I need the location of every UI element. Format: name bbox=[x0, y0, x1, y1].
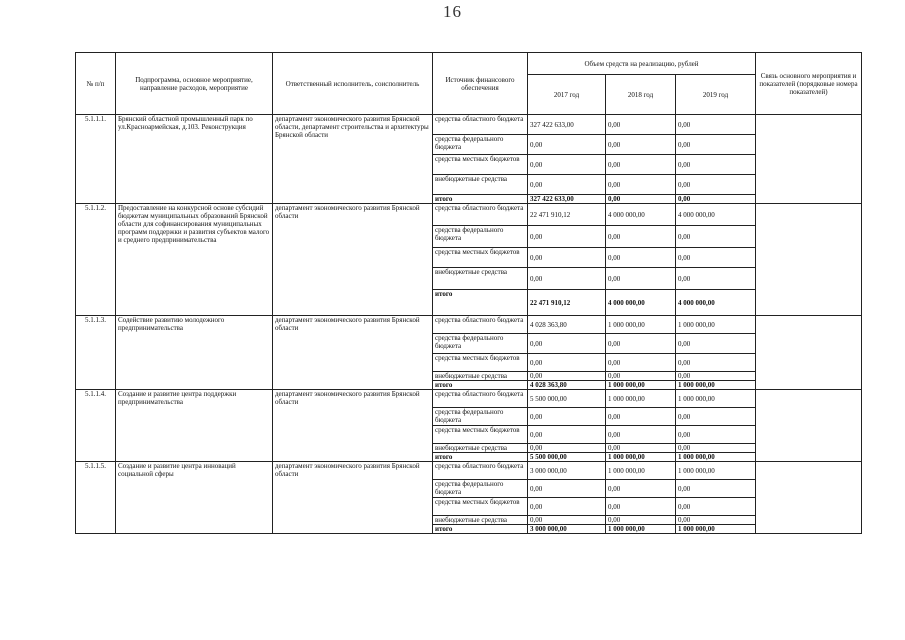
amount-2017: 0,00 bbox=[528, 248, 606, 268]
amount-2019: 0,00 bbox=[676, 195, 756, 204]
program-name: Создание и развитие центра инноваций социальной сферы bbox=[116, 462, 273, 534]
amount-2018: 0,00 bbox=[606, 426, 676, 444]
table-row bbox=[76, 462, 862, 480]
table-row bbox=[76, 115, 862, 135]
amount-2018: 1 000 000,00 bbox=[606, 316, 676, 334]
program-name: Создание и развитие центра поддержки предпринимательства bbox=[116, 390, 273, 462]
executor-name: департамент экономического развития Брянской области, департамент строительства и архитектуры Брянской области bbox=[273, 115, 433, 204]
amount-2019: 4 000 000,00 bbox=[676, 204, 756, 226]
amount-2018: 0,00 bbox=[606, 354, 676, 372]
amount-2018: 4 000 000,00 bbox=[606, 204, 676, 226]
funding-source: внебюджетные средства bbox=[433, 444, 528, 453]
amount-2019: 0,00 bbox=[676, 498, 756, 516]
indicator-link bbox=[756, 316, 862, 390]
amount-2019: 0,00 bbox=[676, 226, 756, 248]
amount-2018: 0,00 bbox=[606, 115, 676, 135]
row-number: 5.1.1.5. bbox=[76, 462, 116, 534]
executor-name: департамент экономического развития Брянской области bbox=[273, 204, 433, 316]
amount-2018: 0,00 bbox=[606, 516, 676, 525]
amount-2017: 22 471 910,12 bbox=[528, 290, 606, 316]
amount-2017: 0,00 bbox=[528, 334, 606, 354]
amount-2019: 0,00 bbox=[676, 268, 756, 290]
amount-2018: 0,00 bbox=[606, 155, 676, 175]
funding-source: средства местных бюджетов bbox=[433, 354, 528, 372]
amount-2017: 5 500 000,00 bbox=[528, 453, 606, 462]
page-number: 16 bbox=[443, 2, 462, 21]
executor-name: департамент экономического развития Брянской области bbox=[273, 462, 433, 534]
amount-2017: 0,00 bbox=[528, 498, 606, 516]
header-link: Связь основного мероприятия и показателей (порядковые номера показателей) bbox=[756, 53, 862, 115]
program-name: Брянский областной промышленный парк по ул.Красноармейская, д.103. Реконструкция bbox=[116, 115, 273, 204]
header-year-2017: 2017 год bbox=[528, 75, 606, 115]
header-year-2019: 2019 год bbox=[676, 75, 756, 115]
table-row bbox=[76, 204, 862, 226]
funding-source: средства местных бюджетов bbox=[433, 426, 528, 444]
funding-source: итого bbox=[433, 381, 528, 390]
amount-2018: 1 000 000,00 bbox=[606, 525, 676, 534]
amount-2017: 3 000 000,00 bbox=[528, 525, 606, 534]
funding-source: средства местных бюджетов bbox=[433, 248, 528, 268]
amount-2017: 4 028 363,80 bbox=[528, 381, 606, 390]
indicator-link bbox=[756, 462, 862, 534]
header-year-2018: 2018 год bbox=[606, 75, 676, 115]
amount-2017: 0,00 bbox=[528, 516, 606, 525]
amount-2017: 0,00 bbox=[528, 226, 606, 248]
funding-source: средства местных бюджетов bbox=[433, 155, 528, 175]
amount-2017: 3 000 000,00 bbox=[528, 462, 606, 480]
amount-2018: 1 000 000,00 bbox=[606, 381, 676, 390]
amount-2019: 0,00 bbox=[676, 444, 756, 453]
amount-2017: 0,00 bbox=[528, 444, 606, 453]
row-number: 5.1.1.4. bbox=[76, 390, 116, 462]
funding-source: средства областного бюджета bbox=[433, 316, 528, 334]
amount-2018: 0,00 bbox=[606, 175, 676, 195]
amount-2018: 1 000 000,00 bbox=[606, 390, 676, 408]
amount-2019: 0,00 bbox=[676, 155, 756, 175]
header-num: № п/п bbox=[76, 53, 116, 115]
amount-2017: 0,00 bbox=[528, 426, 606, 444]
amount-2019: 0,00 bbox=[676, 354, 756, 372]
amount-2019: 1 000 000,00 bbox=[676, 316, 756, 334]
amount-2019: 1 000 000,00 bbox=[676, 453, 756, 462]
amount-2018: 0,00 bbox=[606, 372, 676, 381]
funding-source: средства федерального бюджета bbox=[433, 135, 528, 155]
amount-2018: 0,00 bbox=[606, 480, 676, 498]
amount-2019: 0,00 bbox=[676, 480, 756, 498]
amount-2019: 0,00 bbox=[676, 175, 756, 195]
amount-2019: 0,00 bbox=[676, 408, 756, 426]
amount-2017: 0,00 bbox=[528, 354, 606, 372]
executor-name: департамент экономического развития Брянской области bbox=[273, 316, 433, 390]
row-number: 5.1.1.2. bbox=[76, 204, 116, 316]
indicator-link bbox=[756, 115, 862, 204]
header-program: Подпрограмма, основное мероприятие, направление расходов, мероприятие bbox=[116, 53, 273, 115]
funding-source: средства федерального бюджета bbox=[433, 408, 528, 426]
amount-2019: 1 000 000,00 bbox=[676, 381, 756, 390]
table-row bbox=[76, 316, 862, 334]
budget-body bbox=[76, 115, 862, 534]
table-row bbox=[76, 390, 862, 408]
amount-2017: 0,00 bbox=[528, 480, 606, 498]
amount-2017: 0,00 bbox=[528, 408, 606, 426]
indicator-link bbox=[756, 390, 862, 462]
funding-source: средства федерального бюджета bbox=[433, 480, 528, 498]
amount-2017: 5 500 000,00 bbox=[528, 390, 606, 408]
amount-2019: 1 000 000,00 bbox=[676, 462, 756, 480]
row-number: 5.1.1.3. bbox=[76, 316, 116, 390]
funding-source: средства областного бюджета bbox=[433, 462, 528, 480]
row-number: 5.1.1.1. bbox=[76, 115, 116, 204]
funding-source: внебюджетные средства bbox=[433, 516, 528, 525]
funding-source: средства федерального бюджета bbox=[433, 226, 528, 248]
amount-2019: 1 000 000,00 bbox=[676, 390, 756, 408]
funding-source: итого bbox=[433, 525, 528, 534]
funding-source: средства федерального бюджета bbox=[433, 334, 528, 354]
amount-2019: 0,00 bbox=[676, 115, 756, 135]
amount-2019: 0,00 bbox=[676, 248, 756, 268]
amount-2017: 0,00 bbox=[528, 155, 606, 175]
amount-2019: 1 000 000,00 bbox=[676, 525, 756, 534]
amount-2017: 0,00 bbox=[528, 135, 606, 155]
amount-2019: 4 000 000,00 bbox=[676, 290, 756, 316]
executor-name: департамент экономического развития Брянской области bbox=[273, 390, 433, 462]
amount-2018: 0,00 bbox=[606, 334, 676, 354]
amount-2018: 1 000 000,00 bbox=[606, 453, 676, 462]
funding-source: итого bbox=[433, 195, 528, 204]
amount-2018: 0,00 bbox=[606, 268, 676, 290]
amount-2019: 0,00 bbox=[676, 426, 756, 444]
amount-2018: 0,00 bbox=[606, 498, 676, 516]
funding-source: средства местных бюджетов bbox=[433, 498, 528, 516]
amount-2019: 0,00 bbox=[676, 334, 756, 354]
amount-2018: 0,00 bbox=[606, 135, 676, 155]
amount-2019: 0,00 bbox=[676, 372, 756, 381]
amount-2017: 327 422 633,00 bbox=[528, 195, 606, 204]
indicator-link bbox=[756, 204, 862, 316]
amount-2018: 0,00 bbox=[606, 408, 676, 426]
funding-source: итого bbox=[433, 453, 528, 462]
header-executor: Ответственный исполнитель, соисполнитель bbox=[273, 53, 433, 115]
funding-source: внебюджетные средства bbox=[433, 175, 528, 195]
funding-source: средства областного бюджета bbox=[433, 204, 528, 226]
amount-2017: 0,00 bbox=[528, 372, 606, 381]
amount-2017: 0,00 bbox=[528, 268, 606, 290]
amount-2017: 22 471 910,12 bbox=[528, 204, 606, 226]
amount-2018: 0,00 bbox=[606, 248, 676, 268]
funding-source: итого bbox=[433, 290, 528, 316]
funding-source: внебюджетные средства bbox=[433, 268, 528, 290]
amount-2017: 0,00 bbox=[528, 175, 606, 195]
amount-2018: 0,00 bbox=[606, 226, 676, 248]
funding-source: внебюджетные средства bbox=[433, 372, 528, 381]
funding-source: средства областного бюджета bbox=[433, 115, 528, 135]
amount-2019: 0,00 bbox=[676, 516, 756, 525]
amount-2018: 1 000 000,00 bbox=[606, 462, 676, 480]
header-source: Источник финансового обеспечения bbox=[433, 53, 528, 115]
amount-2019: 0,00 bbox=[676, 135, 756, 155]
amount-2018: 4 000 000,00 bbox=[606, 290, 676, 316]
funding-source: средства областного бюджета bbox=[433, 390, 528, 408]
budget-table bbox=[75, 52, 862, 534]
amount-2017: 327 422 633,00 bbox=[528, 115, 606, 135]
amount-2017: 4 028 363,80 bbox=[528, 316, 606, 334]
amount-2018: 0,00 bbox=[606, 444, 676, 453]
amount-2018: 0,00 bbox=[606, 195, 676, 204]
program-name: Предоставление на конкурсной основе субсидий бюджетам муниципальных образований Брянской области для софинансирования муниципальных программ поддержки и развития субъектов малого и среднего предпринимательства bbox=[116, 204, 273, 316]
header-funds: Объем средств на реализацию, рублей bbox=[528, 53, 756, 75]
program-name: Содействие развитию молодежного предпринимательства bbox=[116, 316, 273, 390]
